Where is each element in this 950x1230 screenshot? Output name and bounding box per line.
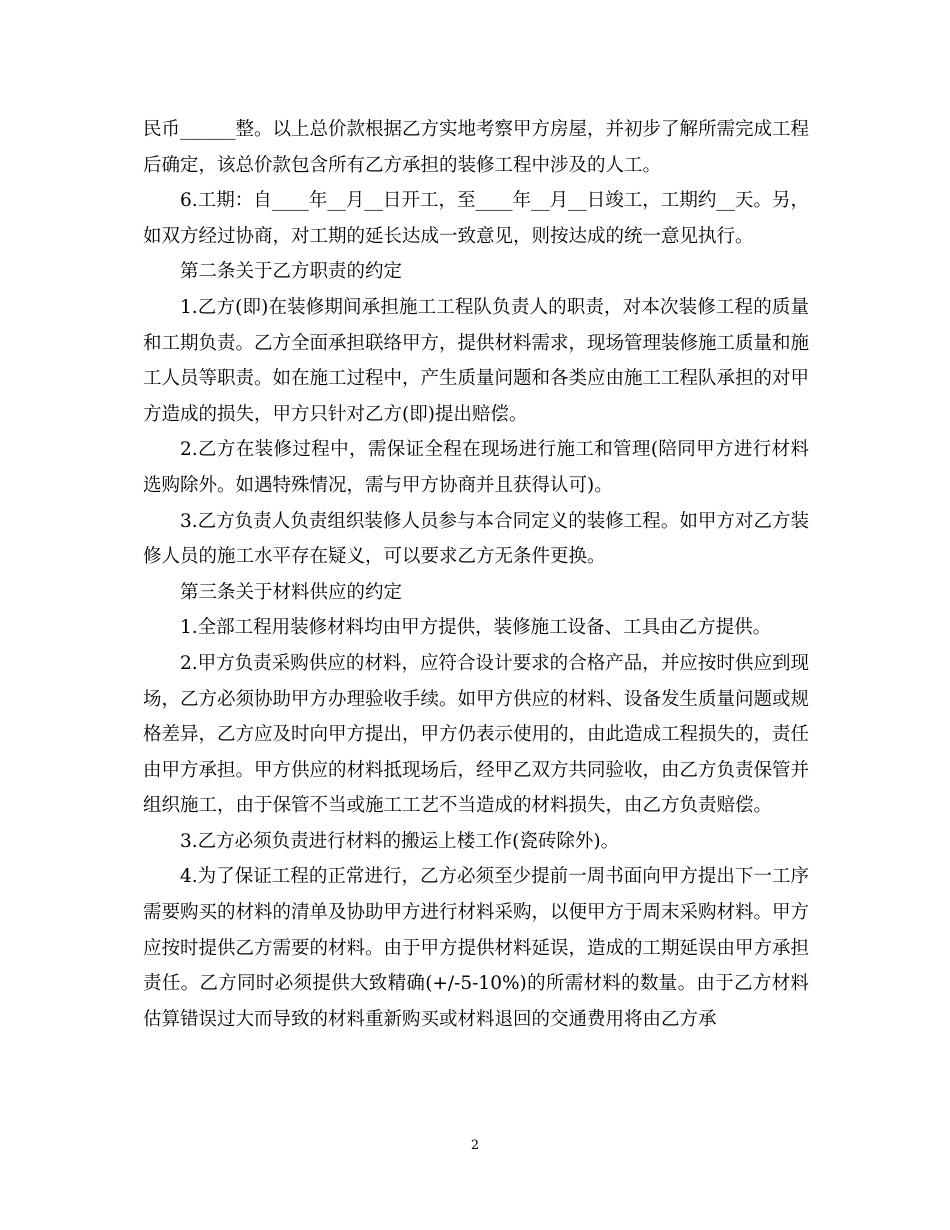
paragraph: 3.乙方必须负责进行材料的搬运上楼工作(瓷砖除外)。 bbox=[180, 830, 620, 852]
paragraph: 第三条关于材料供应的约定 bbox=[180, 581, 403, 603]
paragraph: 4.为了保证工程的正常进行，乙方必须至少提前一周书面向甲方提出下一工序需要购买的材料的清单及协助甲方进行材料采购，以便甲方于周末采购材料。甲方应按时提供乙方需要的材料。由于甲方提供材料延误，造成的工期延误由甲方承担责任。乙方同时必须提供大致精确(+/-5-10%)的所需材料的数量。由于乙方材料估算错误过大而导致的材料重新购买或材料退回的交通费用将由乙方承 bbox=[143, 866, 810, 1030]
paragraph: 6.工期：自____年__月__日开工，至____年__月__日竣工，工期约__天。另，如双方经过协商，对工期的延长达成一致意见，则按达成的统一意见执行。 bbox=[143, 190, 809, 247]
paragraph: 民币______整。以上总价款根据乙方实地考察甲方房屋，并初步了解所需完成工程后确定，该总价款包含所有乙方承担的装修工程中涉及的人工。 bbox=[143, 119, 810, 176]
paragraph: 第二条关于乙方职责的约定 bbox=[180, 261, 403, 283]
paragraph: 2.乙方在装修过程中，需保证全程在现场进行施工和管理(陪同甲方进行材料选购除外。如遇特殊情况，需与甲方协商并且获得认可)。 bbox=[143, 439, 809, 496]
paragraph: 1.乙方(即)在装修期间承担施工工程队负责人的职责，对本次装修工程的质量和工期负责。乙方全面承担联络甲方，提供材料需求，现场管理装修施工质量和施工人员等职责。如在施工过程中，产生质量问题和各类应由施工工程队承担的对甲方造成的损失，甲方只针对乙方(即)提出赔偿。 bbox=[143, 296, 810, 425]
paragraph: 2.甲方负责采购供应的材料，应符合设计要求的合格产品，并应按时供应到现场，乙方必须协助甲方办理验收手续。如甲方供应的材料、设备发生质量问题或规格差异，乙方应及时向甲方提出，甲方仍表示使用的，由此造成工程损失的，责任由甲方承担。甲方供应的材料抵现场后，经甲乙双方共同验收，由乙方负责保管并组织施工，由于保管不当或施工工艺不当造成的材料损失，由乙方负责赔偿。 bbox=[143, 652, 810, 817]
document-body bbox=[143, 112, 809, 1037]
paragraph: 3.乙方负责人负责组织装修人员参与本合同定义的装修工程。如甲方对乙方装修人员的施工水平存在疑义，可以要求乙方无条件更换。 bbox=[143, 510, 809, 568]
paragraph: 1.全部工程用装修材料均由甲方提供，装修施工设备、工具由乙方提供。 bbox=[180, 617, 772, 639]
page-number: 2 bbox=[470, 1138, 480, 1153]
